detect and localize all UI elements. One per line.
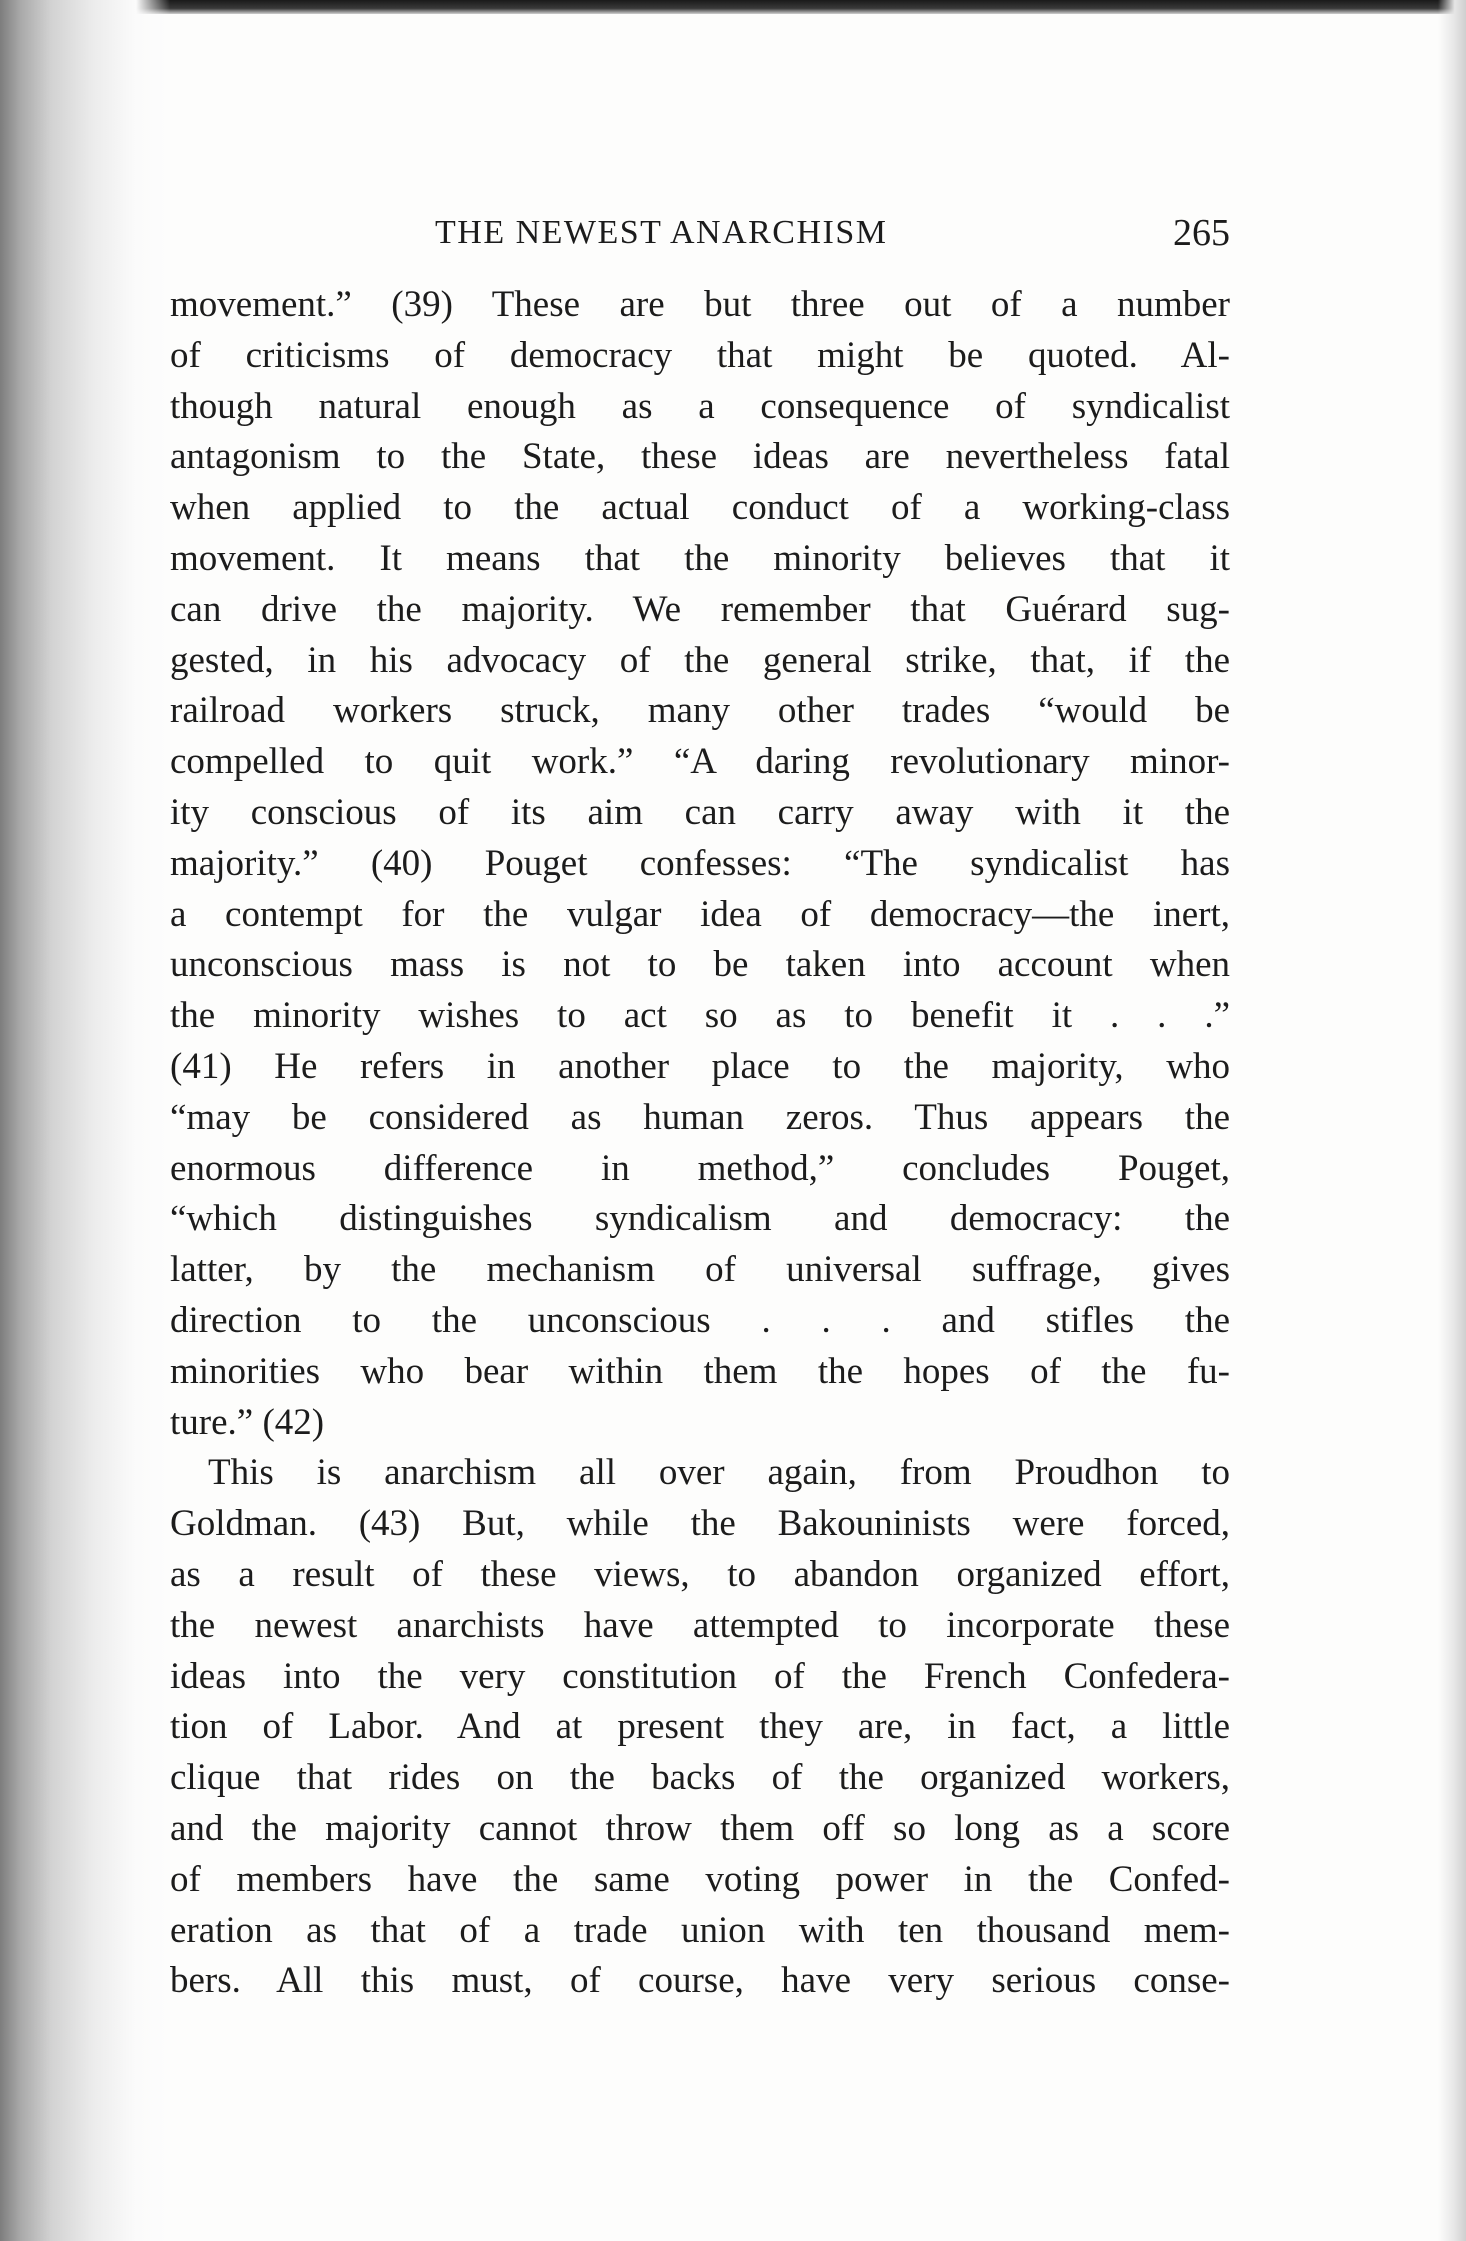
body-text (170, 280, 1230, 2007)
text-line: direction to the unconscious . . . and stifles the (170, 1299, 1230, 1341)
text-line: unconscious mass is not to be taken into account when (170, 944, 1230, 986)
text-line: compelled to quit work.” “A daring revolutionary minor- (170, 741, 1230, 783)
text-line: (41) He refers in another place to the majority, who (170, 1045, 1230, 1087)
text-line: “which distinguishes syndicalism and democracy: the (170, 1198, 1230, 1240)
text-line: antagonism to the State, these ideas are nevertheless fatal (170, 436, 1230, 478)
text-line: majority.” (40) Pouget confesses: “The syndicalist has (170, 842, 1230, 884)
paragraph-end-line: ture.” (42) (170, 1401, 325, 1443)
text-line: bers. All this must, of course, have very serious conse- (170, 1960, 1230, 2002)
text-line: enormous difference in method,” concludes Pouget, (170, 1147, 1230, 1189)
page-right-edge (1438, 0, 1466, 2241)
text-line: movement.” (39) These are but three out of a number (170, 284, 1230, 325)
text-line: clique that rides on the backs of the organized workers, (170, 1757, 1230, 1799)
text-line: when applied to the actual conduct of a working-class (170, 487, 1230, 529)
text-line: ideas into the very constitution of the French Confedera- (170, 1655, 1230, 1697)
running-head-title: THE NEWEST ANARCHISM (435, 214, 888, 251)
running-head (170, 208, 1230, 258)
page-number: 265 (1173, 212, 1230, 254)
text-line: tion of Labor. And at present they are, in fact, a little (170, 1706, 1230, 1748)
text-line: a contempt for the vulgar idea of democracy—the inert, (170, 893, 1230, 935)
text-line: ity conscious of its aim can carry away with it the (170, 791, 1230, 833)
text-line: Goldman. (43) But, while the Bakouninists were forced, (170, 1503, 1230, 1545)
text-line: of criticisms of democracy that might be quoted. Al- (170, 334, 1230, 376)
paragraph-start-line: This is anarchism all over again, from Proudhon to (208, 1452, 1230, 1494)
text-line: “may be considered as human zeros. Thus appears the (170, 1096, 1230, 1138)
text-line: latter, by the mechanism of universal suffrage, gives (170, 1249, 1230, 1291)
text-line: the minority wishes to act so as to benefit it . . .” (170, 995, 1230, 1037)
text-line: and the majority cannot throw them off so long as a score (170, 1807, 1230, 1849)
text-line: as a result of these views, to abandon organized effort, (170, 1553, 1230, 1595)
text-line: minorities who bear within them the hopes of the fu- (170, 1350, 1230, 1392)
text-line: railroad workers struck, many other trades “would be (170, 690, 1230, 732)
text-line: eration as that of a trade union with ten thousand mem- (170, 1909, 1230, 1951)
text-line: movement. It means that the minority believes that it (170, 537, 1230, 579)
text-line: the newest anarchists have attempted to incorporate these (170, 1604, 1230, 1646)
spine-shadow (0, 0, 170, 2241)
text-line: of members have the same voting power in the Confed- (170, 1858, 1230, 1900)
text-line: though natural enough as a consequence of syndicalist (170, 385, 1230, 427)
page-top-edge (0, 0, 1466, 14)
text-line: can drive the majority. We remember that Guérard sug- (170, 588, 1230, 630)
text-line: gested, in his advocacy of the general strike, that, if the (170, 639, 1230, 681)
